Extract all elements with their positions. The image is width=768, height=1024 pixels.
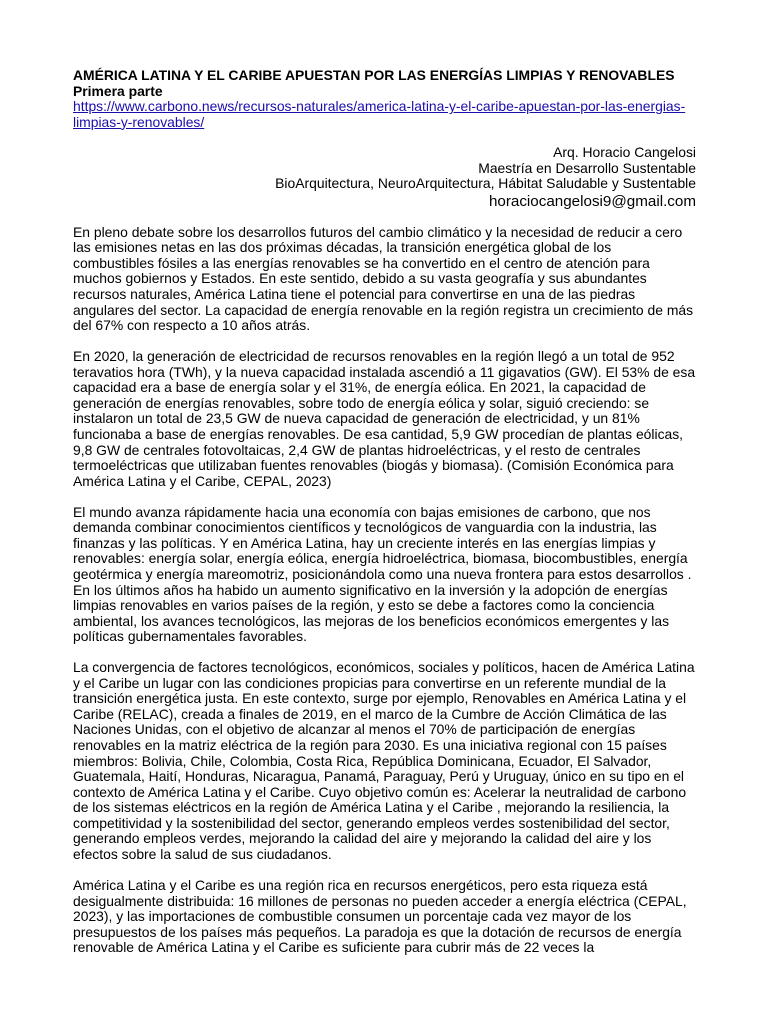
document-title: AMÉRICA LATINA Y EL CARIBE APUESTAN POR LAS ENERGÍAS LIMPIAS Y RENOVABLES <box>73 67 675 83</box>
paragraph: El mundo avanza rápidamente hacia una economía con bajas emisiones de carbono, que nos demanda combinar conocimientos científicos y tecnológicos de vanguardia con la industria, las finanzas y las políticas. Y en América Latina, hay un creciente interés en las energías limpias y renovables: energía solar, energía eólica, energía hidroeléctrica, biomasa, biocombustibles, energía geotérmica y energía mareomotriz, posicionándola como una nueva frontera para estos desarrollos . En los últimos años ha habido un aumento significativo en la inversión y la adopción de energías limpias renovables en varios países de la región, y esto se debe a factores como la conciencia ambiental, los avances tecnológicos, las mejoras de los beneficios económicos emergentes y las políticas gubernamentales favorables. <box>73 503 692 645</box>
document-subtitle: Primera parte <box>73 82 163 99</box>
document-content <box>73 68 696 971</box>
author-specialties: BioArquitectura, NeuroArquitectura, Hábitat Saludable y Sustentable <box>275 175 696 192</box>
paragraph: América Latina y el Caribe es una región rica en recursos energéticos, pero esta riqueza está desigualmente distribuida: 16 millones de personas no pueden acceder a energía eléctrica (CEPAL, 2023), y las importaciones de combustible consumen un porcentaje cada vez mayor de los presupuestos de los países más pequeños. La paradoja es que la dotación de recursos de energía renovable de América Latina y el Caribe es suficiente para cubrir más de 22 veces la <box>73 876 687 956</box>
paragraph: La convergencia de factores tecnológicos, económicos, sociales y políticos, hacen de América Latina y el Caribe un lugar con las condiciones propicias para convertirse en un referente mundial de la transición energética justa. En este contexto, surge por ejemplo, Renovables en América Latina y el Caribe (RELAC), creada a finales de 2019, en el marco de la Cumbre de Acción Climática de las Naciones Unidas, con el objetivo de alcanzar al menos el 70% de participación de energías renovables en la matriz eléctrica de la región para 2030. Es una iniciativa regional con 15 países miembros: Bolivia, Chile, Colombia, Costa Rica, República Dominicana, Ecuador, El Salvador, Guatemala, Haití, Honduras, Nicaragua, Panamá, Paraguay, Perú y Uruguay, único en su tipo en el contexto de América Latina y el Caribe. Cuyo objetivo común es: Acelerar la neutralidad de carbono de los sistemas eléctricos en la región de América Latina y el Caribe , mejorando la resiliencia, la competitividad y la sostenibilidad del sector, generando empleos verdes sostenibilidad del sector, generando empleos verdes, mejorando la calidad del aire y mejorando la calidad del aire y los efectos sobre la salud de sus ciudadanos. <box>73 659 695 862</box>
author-block <box>73 145 696 210</box>
author-name: Arq. Horacio Cangelosi <box>553 144 696 161</box>
author-degree: Maestría en Desarrollo Sustentable <box>478 159 696 176</box>
paragraph: En 2020, la generación de electricidad de recursos renovables en la región llegó a un total de 952 teravatios hora (TWh), y la nueva capacidad instalada ascendió a 11 gigavatios (GW). El 53% de esa capacidad era a base de energía solar y el 31%, de energía eólica. En 2021, la capacidad de generación de energías renovables, sobre todo de energía eólica y solar, siguió creciendo: se instalaron un total de 23,5 GW de nueva capacidad de generación de electricidad, y un 81% funcionaba a base de energías renovables. De esa cantidad, 5,9 GW procedían de plantas eólicas, 9,8 GW de centrales fotovoltaicas, 2,4 GW de plantas hidroeléctricas, y el resto de centrales termoeléctricas que utilizaban fuentes renovables (biogás y biomasa). (Comisión Económica para América Latina y el Caribe, CEPAL, 2023) <box>73 348 696 489</box>
paragraph: En pleno debate sobre los desarrollos futuros del cambio climático y la necesidad de reducir a cero las emisiones netas en las dos próximas décadas, la transición energética global de los combustibles fósiles a las energías renovables se ha convertido en el centro de atención para muchos gobiernos y Estados. En este sentido, debido a su vasta geografía y sus abundantes recursos naturales, América Latina tiene el potencial para convertirse en una de las piedras angulares del sector. La capacidad de energía renovable en la región registra un crecimiento de más del 67% con respecto a 10 años atrás. <box>73 223 694 334</box>
source-link[interactable]: https://www.carbono.news/recursos-naturales/america-latina-y-el-caribe-apuestan-por-las-energias-limpias-y-renovables/ <box>73 98 686 130</box>
article-body <box>73 225 696 956</box>
author-email: horaciocangelosi9@gmail.com <box>488 192 696 210</box>
